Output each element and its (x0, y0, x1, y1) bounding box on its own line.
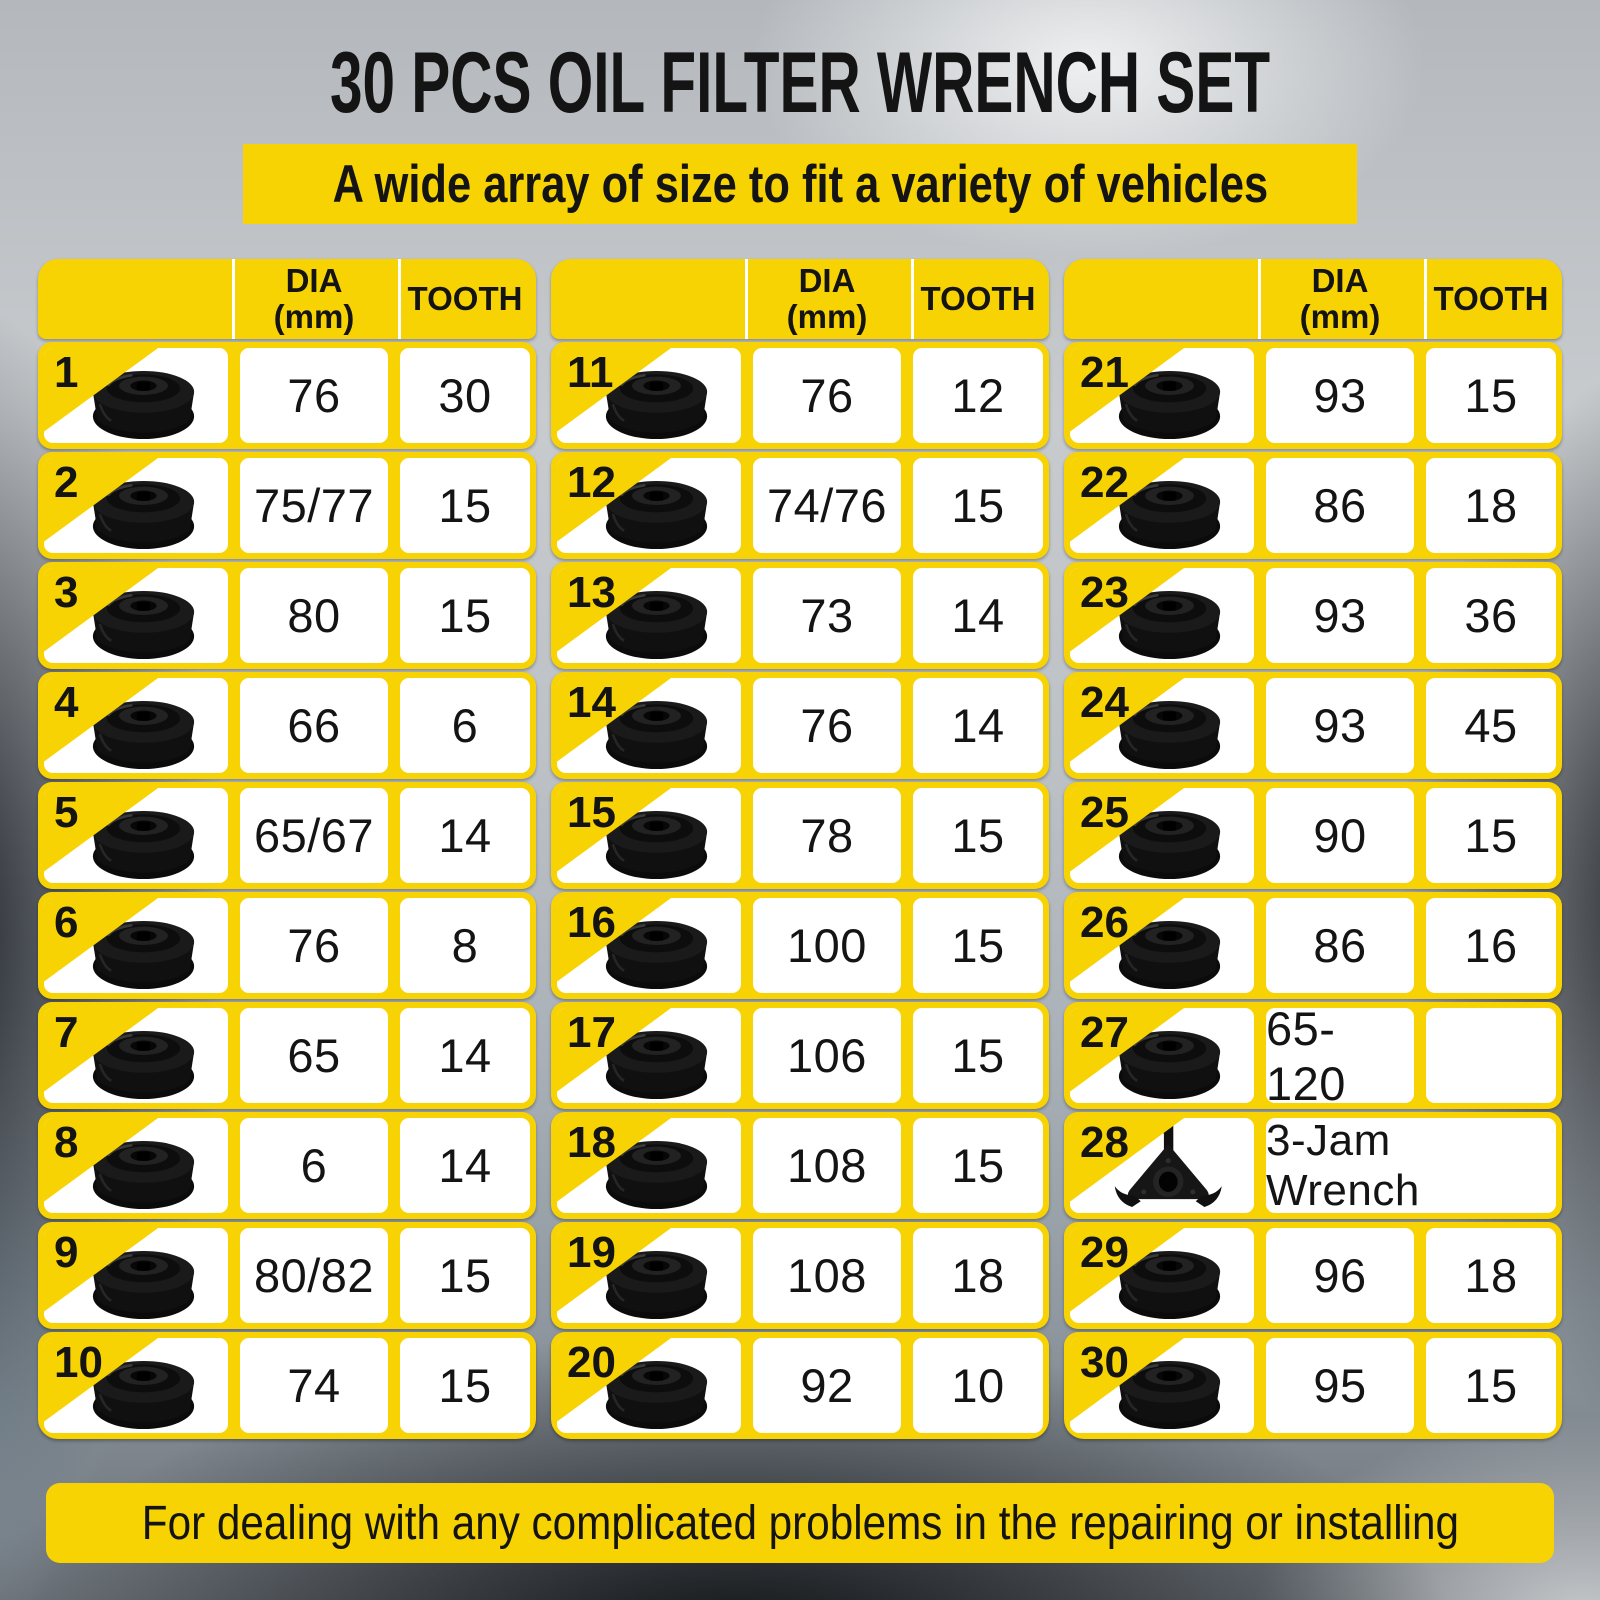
item-image-cell (1070, 898, 1254, 993)
table-row (551, 782, 1049, 889)
dia-value: 75/77 (240, 458, 388, 553)
item-number: 16 (567, 898, 616, 947)
tooth-value: 30 (400, 348, 530, 443)
dia-value: 90 (1266, 788, 1414, 883)
table-header (551, 259, 1049, 339)
dia-value: 108 (753, 1118, 901, 1213)
item-image-cell (1070, 678, 1254, 773)
dia-value: 76 (753, 348, 901, 443)
item-image-cell (557, 788, 741, 883)
item-image-cell (1070, 568, 1254, 663)
table-row (551, 1222, 1049, 1329)
item-image-cell (557, 1118, 741, 1213)
item-number: 26 (1080, 898, 1129, 947)
item-image-cell (44, 678, 228, 773)
item-number: 25 (1080, 788, 1129, 837)
item-number: 11 (567, 348, 614, 397)
item-number: 28 (1080, 1118, 1129, 1167)
wide-label: 3-Jam Wrench (1266, 1118, 1556, 1213)
table-row (1064, 1222, 1562, 1329)
item-image-cell (1070, 1338, 1254, 1433)
item-image-cell (1070, 1008, 1254, 1103)
item-image-cell (44, 458, 228, 553)
dia-value: 86 (1266, 458, 1414, 553)
table-row (38, 1002, 536, 1109)
table-row (551, 892, 1049, 999)
table-row (551, 1112, 1049, 1219)
header-dia-line2: (mm) (786, 298, 868, 335)
tooth-value: 15 (1426, 788, 1556, 883)
item-image-cell (44, 788, 228, 883)
table-row (551, 452, 1049, 559)
item-image-cell (557, 568, 741, 663)
header-separator (232, 259, 235, 339)
item-image-cell (557, 1228, 741, 1323)
item-number: 2 (54, 458, 79, 507)
header-separator (911, 259, 914, 339)
product-table (38, 259, 536, 1439)
item-number: 17 (567, 1008, 616, 1057)
table-row (1064, 1112, 1562, 1219)
table-row (38, 1222, 536, 1329)
table-row (551, 672, 1049, 779)
dia-value: 100 (753, 898, 901, 993)
dia-value: 86 (1266, 898, 1414, 993)
item-number: 29 (1080, 1228, 1129, 1277)
item-image-cell (1070, 1228, 1254, 1323)
header-dia-line1: DIA (798, 262, 856, 300)
footer-banner (46, 1483, 1554, 1563)
tooth-value: 15 (400, 1228, 530, 1323)
item-image-cell (44, 568, 228, 663)
item-number: 24 (1080, 678, 1129, 727)
tooth-value: 36 (1426, 568, 1556, 663)
dia-value: 76 (240, 348, 388, 443)
tooth-value: 18 (913, 1228, 1043, 1323)
tooth-value: 15 (1426, 1338, 1556, 1433)
tooth-value: 15 (913, 788, 1043, 883)
tooth-value: 15 (913, 1118, 1043, 1213)
tooth-value: 15 (400, 1338, 530, 1433)
table-row (38, 1332, 536, 1439)
table-row (1064, 672, 1562, 779)
dia-value: 65/67 (240, 788, 388, 883)
header-dia-line2: (mm) (1299, 298, 1381, 335)
page-title: 30 PCS OIL FILTER WRENCH SET (329, 35, 1271, 131)
header-dia-line1: DIA (285, 262, 343, 300)
dia-value: 66 (240, 678, 388, 773)
table-row (551, 1332, 1049, 1439)
item-number: 27 (1080, 1008, 1129, 1057)
header-tooth-label: TOOTH (920, 280, 1036, 318)
tooth-value: 10 (913, 1338, 1043, 1433)
header-separator (398, 259, 401, 339)
product-table (551, 259, 1049, 1439)
table-row (38, 562, 536, 669)
item-image-cell (557, 1008, 741, 1103)
header-separator (1258, 259, 1261, 339)
tooth-value: 14 (913, 568, 1043, 663)
table-header (38, 259, 536, 339)
subtitle-banner (243, 144, 1357, 224)
item-image-cell (1070, 1118, 1254, 1213)
dia-value: 65 (240, 1008, 388, 1103)
table-row (1064, 562, 1562, 669)
dia-value: 108 (753, 1228, 901, 1323)
item-number: 30 (1080, 1338, 1129, 1387)
header-separator (1424, 259, 1427, 339)
subtitle-text: A wide array of size to fit a variety of vehicles (332, 154, 1268, 214)
item-number: 5 (54, 788, 79, 837)
item-image-cell (557, 458, 741, 553)
table-row (38, 1112, 536, 1219)
tooth-value: 18 (1426, 1228, 1556, 1323)
dia-value: 65-120 (1266, 1008, 1414, 1103)
table-row (1064, 1332, 1562, 1439)
dia-value: 74 (240, 1338, 388, 1433)
tooth-value: 8 (400, 898, 530, 993)
tooth-value: 15 (913, 1008, 1043, 1103)
table-row (38, 892, 536, 999)
dia-value: 74/76 (753, 458, 901, 553)
table-row (38, 342, 536, 449)
item-image-cell (1070, 348, 1254, 443)
item-image-cell (557, 348, 741, 443)
table-row (38, 672, 536, 779)
item-image-cell (1070, 458, 1254, 553)
table-row (38, 782, 536, 889)
tooth-value: 16 (1426, 898, 1556, 993)
table-header (1064, 259, 1562, 339)
header-dia-label (240, 263, 388, 334)
item-number: 12 (567, 458, 616, 507)
item-image-cell (44, 898, 228, 993)
item-number: 22 (1080, 458, 1129, 507)
tooth-value: 15 (913, 898, 1043, 993)
header-dia-line1: DIA (1311, 262, 1369, 300)
dia-value: 93 (1266, 678, 1414, 773)
header-dia-label (753, 263, 901, 334)
item-number: 1 (54, 348, 79, 397)
table-row (1064, 342, 1562, 449)
item-image-cell (557, 898, 741, 993)
header-tooth-label: TOOTH (1433, 280, 1549, 318)
item-image-cell (44, 1338, 228, 1433)
table-row (551, 342, 1049, 449)
dia-value: 78 (753, 788, 901, 883)
header-dia-label (1266, 263, 1414, 334)
item-image-cell (44, 1118, 228, 1213)
header-tooth-label: TOOTH (407, 280, 523, 318)
item-number: 13 (567, 568, 616, 617)
item-number: 23 (1080, 568, 1129, 617)
tooth-value (1426, 1008, 1556, 1103)
tooth-value: 14 (400, 788, 530, 883)
tooth-value: 14 (913, 678, 1043, 773)
tooth-value: 6 (400, 678, 530, 773)
tooth-value: 14 (400, 1008, 530, 1103)
table-row (1064, 1002, 1562, 1109)
tooth-value: 45 (1426, 678, 1556, 773)
header-dia-line2: (mm) (273, 298, 355, 335)
item-number: 9 (54, 1228, 79, 1277)
dia-value: 76 (753, 678, 901, 773)
tables-container (0, 259, 1600, 1439)
item-number: 3 (54, 568, 79, 617)
item-number: 19 (567, 1228, 616, 1277)
dia-value: 96 (1266, 1228, 1414, 1323)
item-number: 8 (54, 1118, 79, 1167)
dia-value: 76 (240, 898, 388, 993)
table-row (1064, 892, 1562, 999)
tooth-value: 12 (913, 348, 1043, 443)
item-number: 18 (567, 1118, 616, 1167)
table-row (1064, 782, 1562, 889)
footer-text: For dealing with any complicated problems in the repairing or installing (141, 1496, 1459, 1550)
item-number: 14 (567, 678, 616, 727)
item-number: 6 (54, 898, 79, 947)
tooth-value: 15 (400, 568, 530, 663)
dia-value: 93 (1266, 568, 1414, 663)
table-row (551, 562, 1049, 669)
dia-value: 80/82 (240, 1228, 388, 1323)
dia-value: 80 (240, 568, 388, 663)
tooth-value: 14 (400, 1118, 530, 1213)
tooth-value: 15 (400, 458, 530, 553)
item-number: 7 (54, 1008, 79, 1057)
table-row (38, 452, 536, 559)
tooth-value: 15 (913, 458, 1043, 553)
item-image-cell (44, 348, 228, 443)
item-image-cell (44, 1228, 228, 1323)
item-image-cell (557, 1338, 741, 1433)
dia-value: 6 (240, 1118, 388, 1213)
dia-value: 106 (753, 1008, 901, 1103)
item-number: 4 (54, 678, 79, 727)
item-number: 20 (567, 1338, 616, 1387)
tooth-value: 18 (1426, 458, 1556, 553)
dia-value: 92 (753, 1338, 901, 1433)
product-table (1064, 259, 1562, 1439)
tooth-value: 15 (1426, 348, 1556, 443)
item-image-cell (44, 1008, 228, 1103)
dia-value: 93 (1266, 348, 1414, 443)
header-separator (745, 259, 748, 339)
item-number: 21 (1080, 348, 1129, 397)
item-number: 10 (54, 1338, 103, 1387)
item-number: 15 (567, 788, 616, 837)
dia-value: 95 (1266, 1338, 1414, 1433)
item-image-cell (1070, 788, 1254, 883)
dia-value: 73 (753, 568, 901, 663)
table-row (1064, 452, 1562, 559)
table-row (551, 1002, 1049, 1109)
item-image-cell (557, 678, 741, 773)
